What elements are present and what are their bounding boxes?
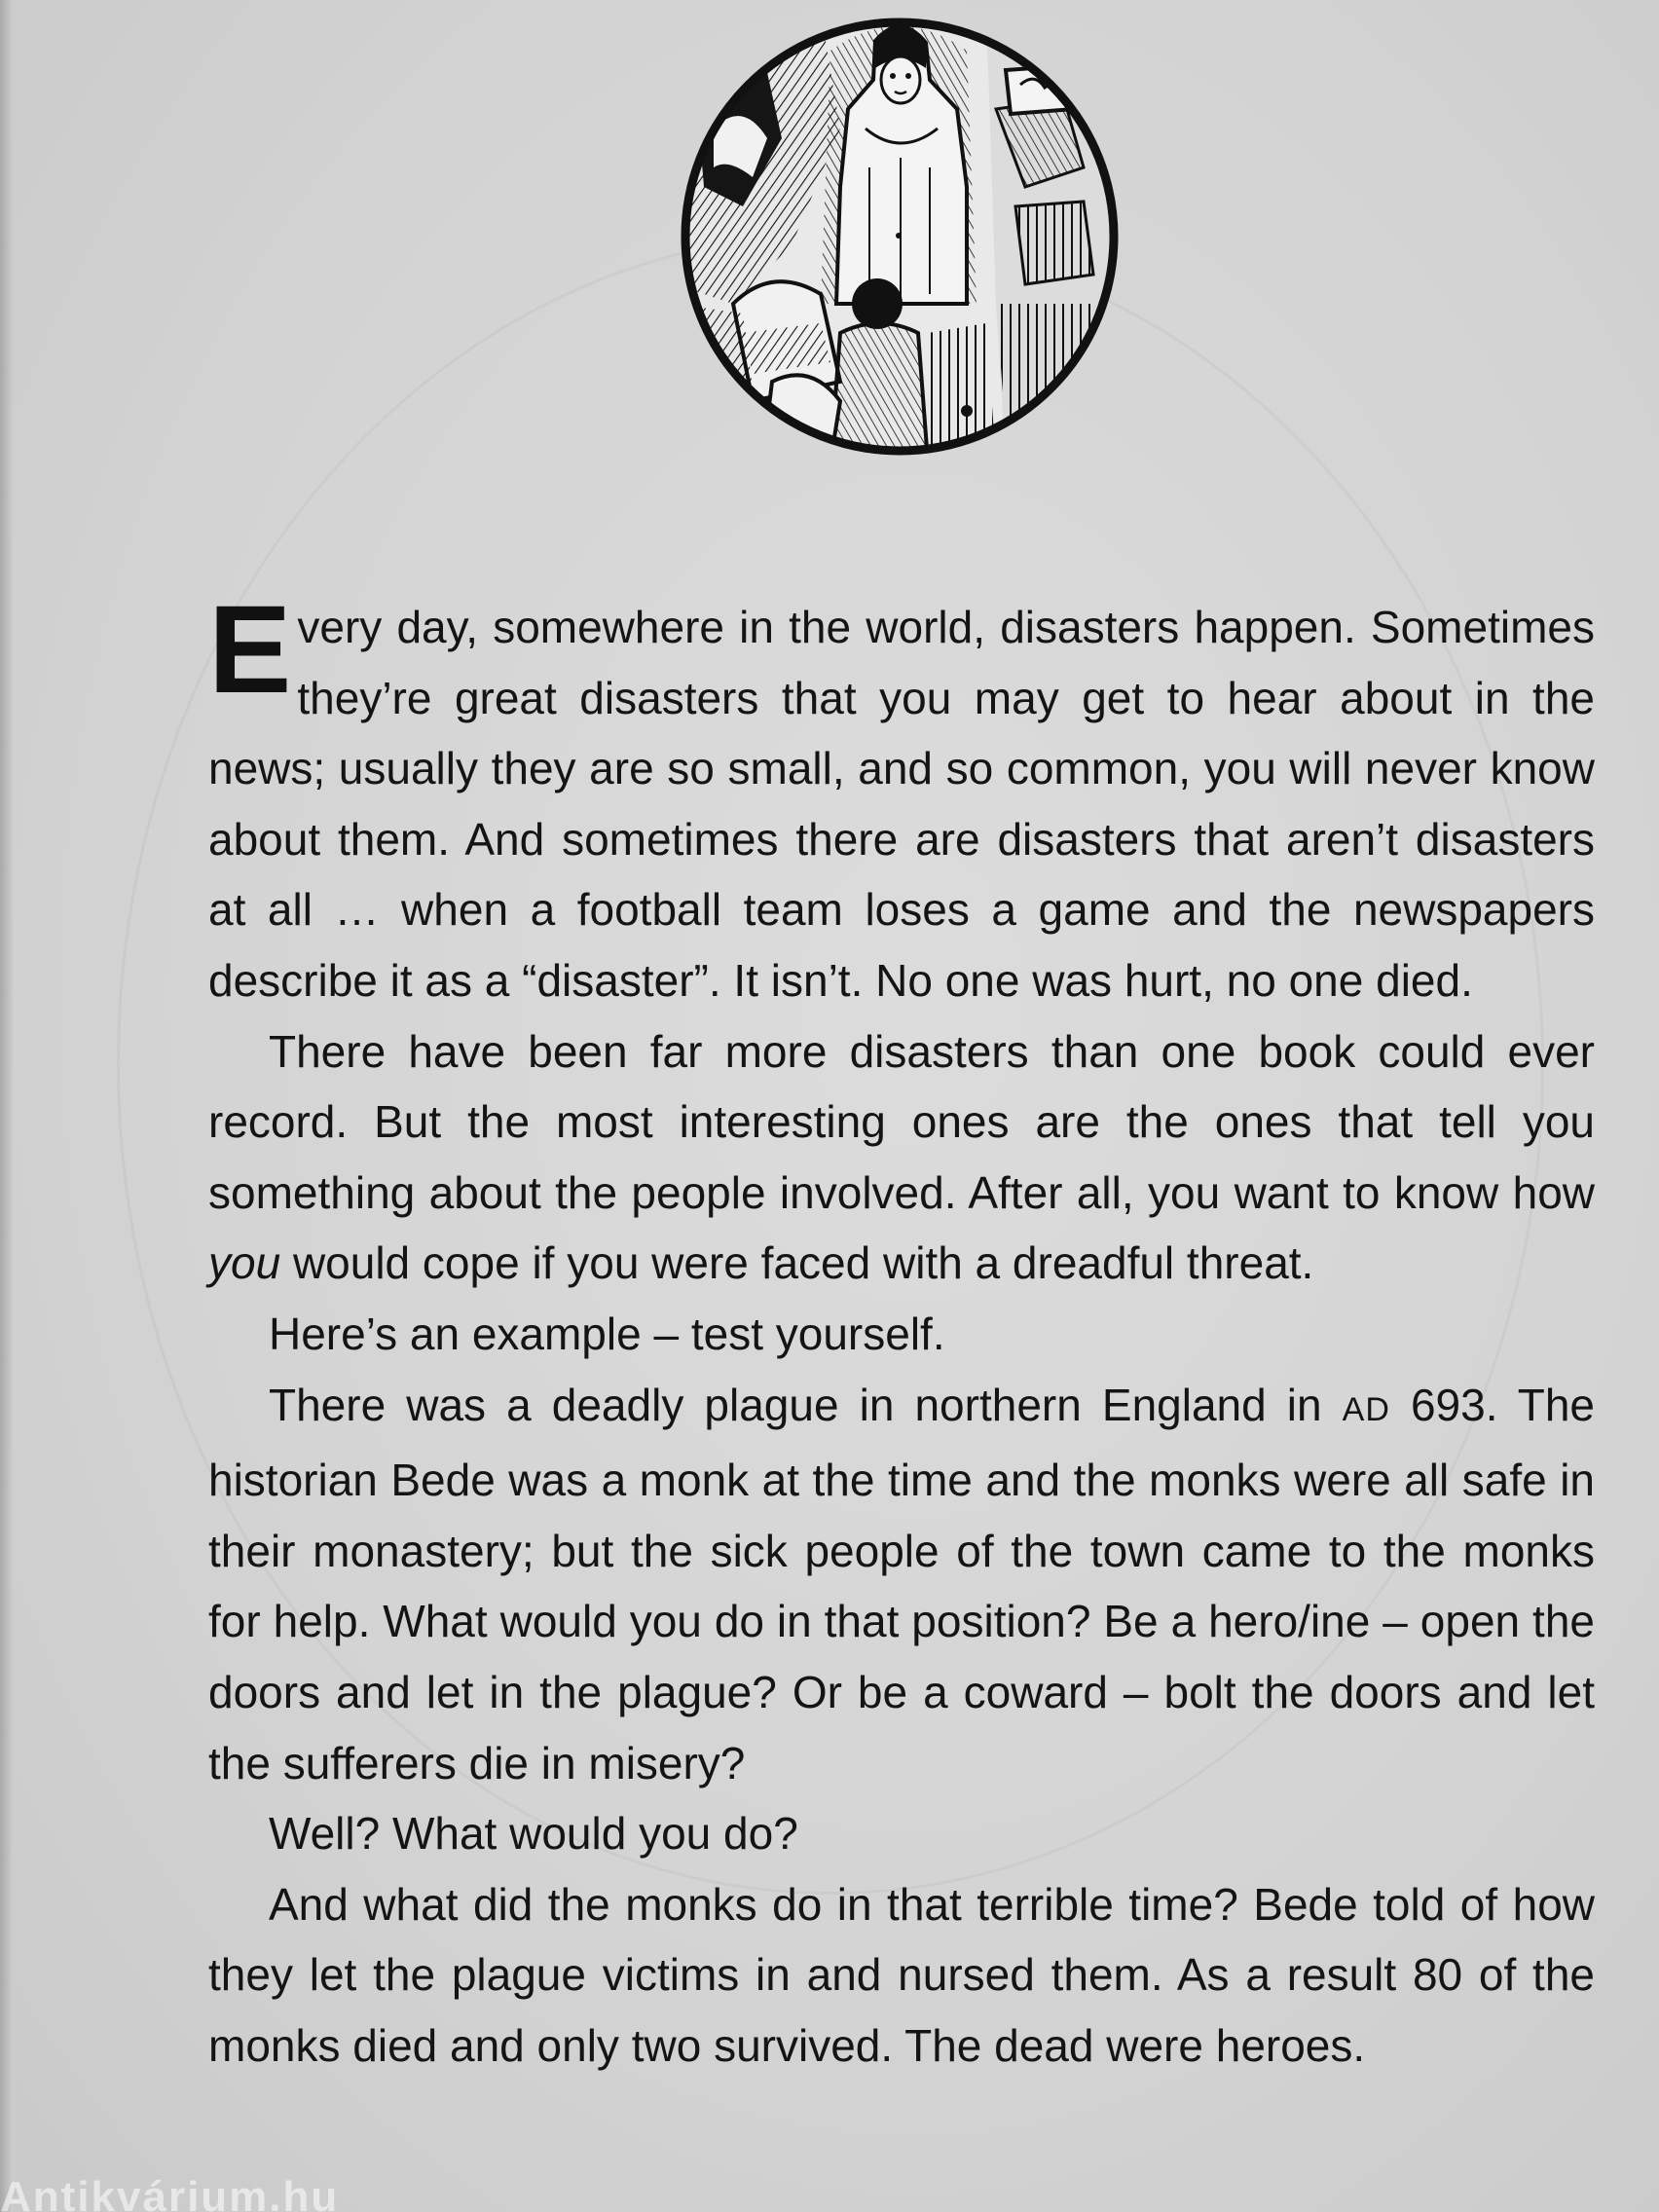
paragraph-4-text-before: There was a deadly plague in northern England in [269, 1379, 1343, 1430]
hooded-monk-vignette-icon [675, 12, 1124, 461]
page-spine-edge [0, 0, 14, 2212]
era-abbreviation: AD [1342, 1390, 1390, 1428]
paragraph-5 [208, 1798, 1595, 1869]
paragraph-5-text: Well? What would you do? [269, 1808, 798, 1860]
watermark: Antikvárium.hu [0, 2173, 340, 2212]
paragraph-1-text: very day, somewhere in the world, disasters happen. Sometimes they’re great disasters that you may get to hear about in the news; usually they are so small, and so common, you will never know about them. And sometimes there are disasters that aren’t disasters at all … when a football team loses a game and the newspapers describe it as a “disaster”. It isn’t. No one was hurt, no one died. [208, 602, 1595, 1006]
drop-cap: E [208, 580, 292, 719]
paragraph-2 [208, 1016, 1595, 1299]
paragraph-2-text-after: would cope if you were faced with a dreadful threat. [280, 1237, 1314, 1289]
body-text [208, 580, 1595, 2081]
paragraph-2-emphasis: you [208, 1237, 281, 1289]
paragraph-6-text: And what did the monks do in that terrible time? Bede told of how they let the plague victims in and nursed them. As a result 80 of the monks died and only two survived. The dead were heroes. [208, 1878, 1595, 2071]
paragraph-2-text-before: There have been far more disasters than one book could ever record. But the most interesting ones are the ones that tell you something about the people involved. After all, you want to know how [208, 1025, 1595, 1218]
paragraph-6 [208, 1869, 1595, 2082]
paragraph-4 [208, 1370, 1595, 1799]
paragraph-3 [208, 1299, 1595, 1370]
paragraph-3-text: Here’s an example – test yourself. [269, 1308, 945, 1359]
paragraph-4-text-after: 693. The historian Bede was a monk at the time and the monks were all safe in their monastery; but the sick people of the town came to the monks for help. What would you do in that position? Be a hero/ine – open the doors and let in the plague? Or be a coward – bolt the doors and let the sufferers die in misery? [208, 1379, 1595, 1788]
paragraph-1 [208, 580, 1595, 1016]
